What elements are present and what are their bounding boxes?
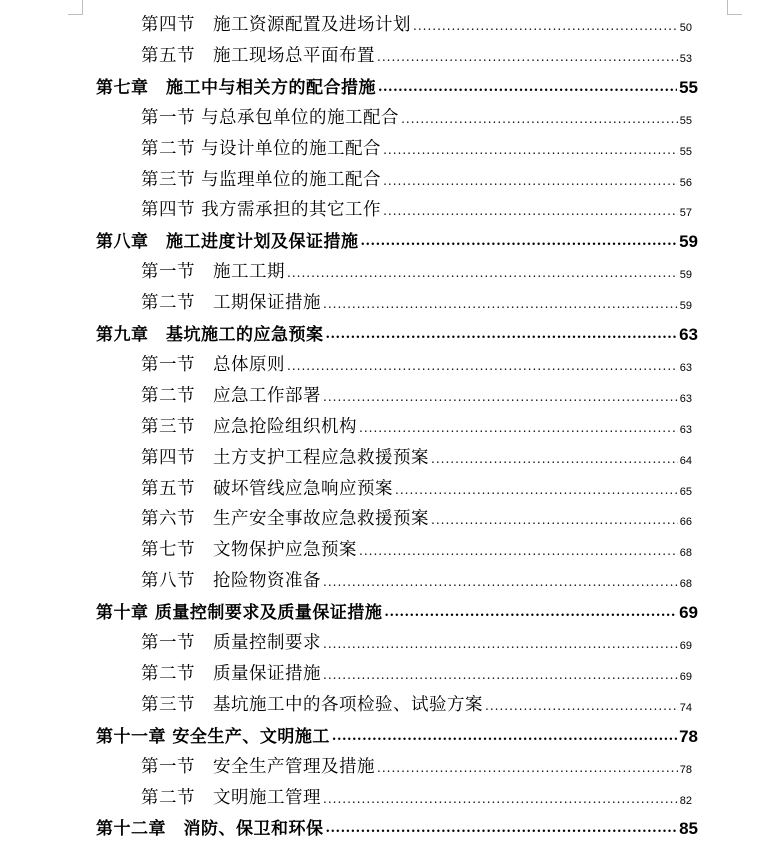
toc-entry-label: 第二节 文明施工管理 [141, 787, 321, 808]
toc-dot-leader [431, 453, 678, 465]
toc-entry-label: 第六节 生产安全事故应急救援预案 [141, 509, 429, 530]
toc-entry-label: 第七章 施工中与相关方的配合措施 [96, 77, 376, 98]
toc-entry-label: 第一节 总体原则 [141, 354, 285, 375]
toc-dot-leader [323, 793, 678, 805]
toc-page-number: 57 [679, 207, 692, 220]
toc-section-entry[interactable] [141, 778, 692, 809]
toc-section-entry[interactable] [141, 36, 692, 67]
toc-page-number: 55 [679, 77, 698, 97]
toc-entry-label: 第四节 土方支护工程应急救援预案 [141, 447, 429, 468]
toc-section-entry[interactable] [141, 5, 692, 36]
toc-page-number: 59 [679, 232, 698, 252]
toc-entry-label: 第五节 施工现场总平面布置 [141, 45, 375, 66]
toc-page-number: 64 [679, 454, 692, 467]
toc-entry-label: 第八章 施工进度计划及保证措施 [96, 232, 359, 253]
toc-section-entry[interactable] [141, 190, 692, 221]
toc-page-number: 78 [679, 726, 698, 746]
toc-page-number: 82 [679, 794, 692, 807]
toc-dot-leader [485, 700, 678, 712]
toc-dot-leader [326, 328, 678, 341]
toc-section-entry[interactable] [141, 469, 692, 500]
toc-section-entry[interactable] [141, 499, 692, 530]
toc-page-number: 69 [679, 640, 692, 652]
toc-page-number: 55 [679, 145, 692, 158]
toc-section-entry[interactable] [141, 98, 692, 129]
toc-chapter-entry[interactable] [96, 716, 698, 747]
toc-section-entry[interactable] [141, 438, 692, 469]
toc-entry-label: 第八节 抢险物资准备 [141, 571, 321, 592]
toc-dot-leader [323, 298, 678, 310]
toc-chapter-entry[interactable] [96, 221, 698, 252]
toc-dot-leader [377, 762, 678, 774]
toc-entry-label: 第三节 应急抢险组织机构 [141, 416, 357, 437]
toc-section-entry[interactable] [141, 345, 692, 376]
toc-section-entry[interactable] [141, 561, 692, 592]
toc-dot-leader [384, 606, 677, 619]
toc-entry-label: 第二节 与设计单位的施工配合 [141, 138, 382, 159]
toc-page-number: 78 [679, 763, 692, 776]
toc-entry-label: 第二节 工期保证措施 [141, 293, 321, 314]
toc-entry-label: 第一节 施工工期 [141, 262, 285, 283]
toc-dot-leader [359, 422, 678, 434]
toc-section-entry[interactable] [141, 530, 692, 561]
page-corner-mark-left [68, 0, 83, 15]
toc-page-number: 59 [679, 300, 692, 313]
toc-section-entry[interactable] [141, 129, 692, 160]
toc-dot-leader [413, 20, 678, 32]
page-corner-mark-right [727, 0, 742, 15]
toc-entry-label: 第十一章 安全生产、文明施工 [96, 726, 330, 747]
toc-page-number: 55 [679, 114, 692, 127]
toc-dot-leader [383, 144, 678, 156]
toc-dot-leader [323, 669, 678, 681]
toc-entry-label: 第一节 质量控制要求 [141, 633, 321, 653]
toc-entry-label: 第三节 与监理单位的施工配合 [141, 169, 382, 190]
toc-entry-label: 第一节 安全生产管理及措施 [141, 756, 375, 777]
toc-dot-leader [359, 545, 678, 557]
toc-entry-label: 第十章 质量控制要求及质量保证措施 [96, 603, 383, 624]
toc-dot-leader [323, 638, 678, 650]
toc-chapter-entry[interactable] [96, 592, 698, 623]
toc-section-entry[interactable] [141, 407, 692, 438]
toc-section-entry[interactable] [141, 283, 692, 314]
toc-page-number: 56 [679, 176, 692, 189]
toc-section-entry[interactable] [141, 623, 692, 654]
toc-dot-leader [332, 730, 677, 743]
toc-section-entry[interactable] [141, 685, 692, 716]
toc-page-number: 85 [679, 819, 698, 839]
toc-entry-label: 第四节 施工资源配置及进场计划 [141, 15, 411, 35]
toc-entry-label: 第二节 应急工作部署 [141, 385, 321, 406]
toc-page-number: 69 [679, 603, 698, 623]
toc-dot-leader [401, 113, 678, 125]
toc-page-number: 65 [679, 485, 692, 498]
toc-page-number: 59 [679, 269, 692, 282]
toc-section-entry[interactable] [141, 160, 692, 191]
toc-dot-leader [323, 576, 678, 588]
toc-entry-label: 第二节 质量保证措施 [141, 663, 321, 684]
toc-page-number: 63 [679, 361, 692, 374]
toc-chapter-entry[interactable] [96, 808, 698, 839]
toc-dot-leader [361, 235, 678, 248]
toc-dot-leader [383, 175, 678, 187]
toc-dot-leader [395, 484, 678, 496]
toc-dot-leader [287, 267, 678, 279]
toc-page-number: 63 [679, 423, 692, 436]
toc-dot-leader [287, 360, 678, 372]
toc-entry-label: 第五节 破坏管线应急响应预案 [141, 478, 393, 499]
toc-dot-leader [377, 51, 678, 63]
toc-page-number: 68 [679, 547, 692, 560]
toc-section-entry[interactable] [141, 376, 692, 407]
toc-entry-label: 第三节 基坑施工中的各项检验、试验方案 [141, 694, 483, 715]
toc-entry-label: 第七节 文物保护应急预案 [141, 540, 357, 561]
toc-entry-label: 第四节 我方需承担的其它工作 [141, 200, 382, 221]
toc-page-number: 74 [679, 701, 692, 714]
toc-dot-leader [326, 822, 678, 835]
toc-entry-label: 第一节 与总承包单位的施工配合 [141, 107, 400, 128]
toc-section-entry[interactable] [141, 654, 692, 685]
toc-page-number: 66 [679, 516, 692, 529]
toc-dot-leader [323, 391, 678, 403]
toc-dot-leader [378, 81, 677, 94]
toc-chapter-entry[interactable] [96, 314, 698, 345]
toc-section-entry[interactable] [141, 747, 692, 778]
toc-chapter-entry[interactable] [96, 67, 698, 98]
toc-page-number: 63 [679, 325, 698, 344]
toc-page-number: 53 [679, 52, 692, 65]
toc-entry-label: 第十二章 消防、保卫和环保 [96, 819, 324, 840]
toc-dot-leader [431, 514, 678, 526]
toc-dot-leader [383, 205, 678, 217]
toc-page-number: 69 [679, 670, 692, 683]
toc-section-entry[interactable] [141, 252, 692, 283]
toc-page-number: 50 [679, 22, 692, 34]
toc-page-number: 68 [679, 578, 692, 591]
toc-entry-label: 第九章 基坑施工的应急预案 [96, 325, 324, 345]
toc-page-number: 63 [679, 392, 692, 405]
